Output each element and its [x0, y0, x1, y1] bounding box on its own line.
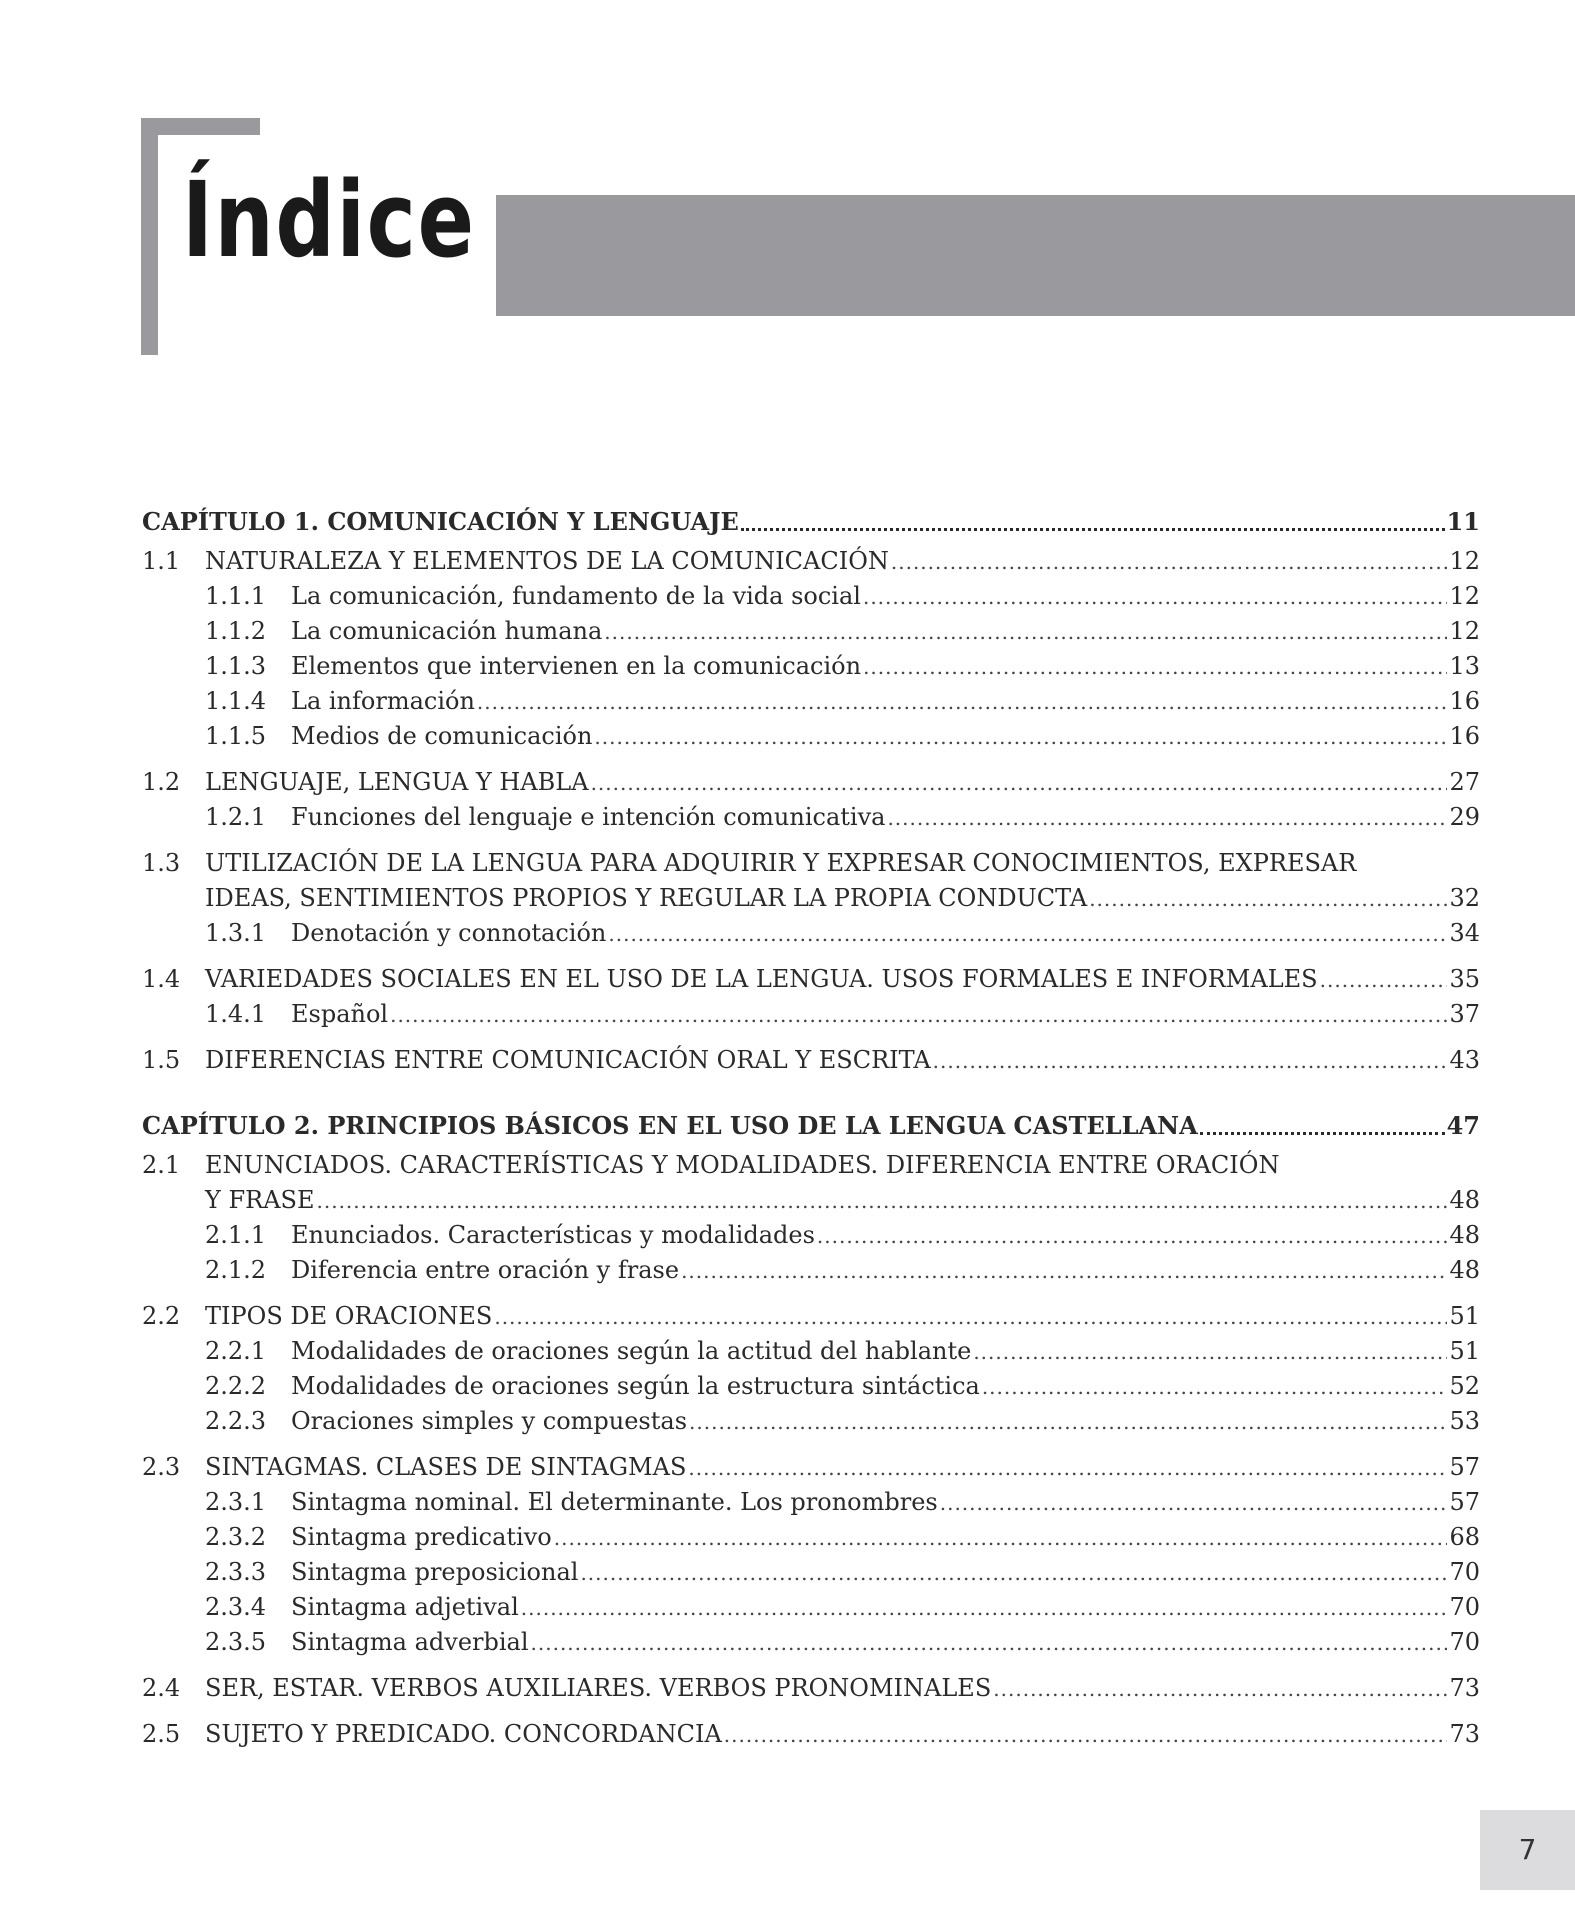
toc-entry-label: Diferencia entre oración y frase — [291, 1256, 680, 1284]
toc-section-1-3-continued[interactable] — [142, 881, 1480, 916]
toc-page-number: 70 — [1449, 1593, 1480, 1621]
toc-page-number: 12 — [1449, 617, 1480, 645]
leader-dots — [689, 1404, 1447, 1440]
toc-subsection-2-1-1[interactable] — [142, 1218, 1480, 1253]
leader-dots — [591, 765, 1448, 801]
toc-entry-label: NATURALEZA Y ELEMENTOS DE LA COMUNICACIÓN — [205, 547, 889, 575]
toc-entry-label: Modalidades de oraciones según la actitud del hablante — [291, 1337, 972, 1365]
toc-entry-label: La comunicación humana — [291, 617, 603, 645]
toc-page-number: 37 — [1449, 1000, 1480, 1028]
leader-dots — [993, 1671, 1447, 1707]
toc-page-number: 70 — [1449, 1628, 1480, 1656]
toc-entry-label: Sintagma adjetival — [291, 1593, 519, 1621]
toc-entry-label: Sintagma preposicional — [291, 1558, 579, 1586]
toc-entry-number: 2.3 — [142, 1453, 181, 1481]
toc-page-number: 57 — [1449, 1453, 1480, 1481]
toc-entry-number: 2.2.3 — [205, 1407, 267, 1435]
toc-subsection-1-1-5[interactable] — [142, 719, 1480, 754]
toc-entry-number: 1.3.1 — [205, 919, 267, 947]
leader-dots — [982, 1369, 1448, 1405]
toc-subsection-2-3-2[interactable] — [142, 1520, 1480, 1555]
leader-dots — [741, 525, 1445, 531]
toc-entry-label: SER, ESTAR. VERBOS AUXILIARES. VERBOS PRONOMINALES — [205, 1674, 992, 1702]
toc-subsection-1-1-2[interactable] — [142, 614, 1480, 649]
toc-page-number: 48 — [1449, 1186, 1480, 1214]
toc-entry-number: 2.3.5 — [205, 1628, 267, 1656]
toc-page-number: 27 — [1449, 768, 1480, 796]
toc-page-number: 48 — [1449, 1256, 1480, 1284]
toc-entry-label: VARIEDADES SOCIALES EN EL USO DE LA LENGUA. USOS FORMALES E INFORMALES — [205, 965, 1318, 993]
toc-subsection-2-3-3[interactable] — [142, 1555, 1480, 1590]
toc-entry-label: SINTAGMAS. CLASES DE SINTAGMAS — [205, 1453, 687, 1481]
toc-entry-label: LENGUAJE, LENGUA Y HABLA — [205, 768, 589, 796]
toc-entry-label: La comunicación, fundamento de la vida social — [291, 582, 861, 610]
toc-entry-label: Sintagma adverbial — [291, 1628, 529, 1656]
toc-page-number: 73 — [1449, 1674, 1480, 1702]
toc-section-1-2[interactable] — [142, 765, 1480, 800]
toc-page-number: 11 — [1446, 507, 1480, 536]
toc-entry-label: La información — [291, 687, 475, 715]
toc-entry-number: 1.4.1 — [205, 1000, 267, 1028]
toc-page-number: 32 — [1449, 884, 1480, 912]
toc-entry-label: Español — [291, 1000, 389, 1028]
toc-subsection-2-3-4[interactable] — [142, 1590, 1480, 1625]
toc-page-number: 29 — [1449, 803, 1480, 831]
toc-page-number: 48 — [1449, 1221, 1480, 1249]
leader-dots — [933, 1043, 1448, 1079]
toc-page-number: 53 — [1449, 1407, 1480, 1435]
leader-dots — [940, 1485, 1448, 1521]
toc-entry-label: Sintagma nominal. El determinante. Los pronombres — [291, 1488, 938, 1516]
toc-subsection-2-2-3[interactable] — [142, 1404, 1480, 1439]
leader-dots — [1320, 962, 1448, 998]
leader-dots — [973, 1334, 1447, 1370]
leader-dots — [887, 800, 1447, 836]
toc-page-number: 57 — [1449, 1488, 1480, 1516]
toc-entry-number: 2.3.4 — [205, 1593, 267, 1621]
toc-subsection-2-2-1[interactable] — [142, 1334, 1480, 1369]
leader-dots — [608, 916, 1447, 952]
toc-subsection-1-1-1[interactable] — [142, 579, 1480, 614]
toc-entry-label-line2: IDEAS, SENTIMIENTOS PROPIOS Y REGULAR LA PROPIA CONDUCTA — [205, 884, 1088, 912]
toc-entry-label: CAPÍTULO 1. COMUNICACIÓN Y LENGUAJE — [142, 507, 739, 536]
toc-entry-label: SUJETO Y PREDICADO. CONCORDANCIA — [205, 1720, 722, 1748]
toc-entry-label: Enunciados. Características y modalidades — [291, 1221, 815, 1249]
toc-section-2-4[interactable] — [142, 1671, 1480, 1706]
toc-entry-label: Funciones del lenguaje e intención comunicativa — [291, 803, 886, 831]
toc-page-number: 52 — [1449, 1372, 1480, 1400]
toc-entry-number: 1.1.2 — [205, 617, 267, 645]
toc-entry-number: 2.1.2 — [205, 1256, 267, 1284]
toc-entry-label: CAPÍTULO 2. PRINCIPIOS BÁSICOS EN EL USO DE LA LENGUA CASTELLANA — [142, 1111, 1198, 1140]
toc-subsection-2-1-2[interactable] — [142, 1253, 1480, 1288]
toc-entry-number: 2.1.1 — [205, 1221, 267, 1249]
toc-entry-number: 1.1.3 — [205, 652, 267, 680]
leader-dots — [521, 1590, 1448, 1626]
leader-dots — [681, 1253, 1447, 1289]
leader-dots — [594, 719, 1447, 755]
toc-entry-label: Denotación y connotación — [291, 919, 607, 947]
page-title: Índice — [182, 159, 476, 281]
leader-dots — [817, 1218, 1448, 1254]
toc-page-number: 16 — [1449, 687, 1480, 715]
leader-dots — [554, 1520, 1448, 1556]
leader-dots — [580, 1555, 1447, 1591]
toc-entry-number: 1.2.1 — [205, 803, 267, 831]
toc-chapter-2[interactable] — [142, 1104, 1480, 1148]
toc-entry-label: Elementos que intervienen en la comunicación — [291, 652, 862, 680]
toc-entry-number: 1.3 — [142, 849, 181, 877]
toc-entry-number: 2.3.3 — [205, 1558, 267, 1586]
toc-subsection-2-2-2[interactable] — [142, 1369, 1480, 1404]
toc-entry-number: 2.2 — [142, 1302, 181, 1330]
toc-entry-number: 2.5 — [142, 1720, 181, 1748]
table-of-contents — [142, 500, 1480, 1752]
leader-dots — [390, 997, 1447, 1033]
toc-entry-number: 2.2.2 — [205, 1372, 267, 1400]
toc-page-number: 47 — [1446, 1111, 1480, 1140]
toc-section-2-3[interactable] — [142, 1450, 1480, 1485]
toc-entry-number: 2.1 — [142, 1151, 181, 1179]
page-number: 7 — [1518, 1833, 1537, 1866]
toc-entry-number: 2.3.2 — [205, 1523, 267, 1551]
toc-subsection-2-3-5[interactable] — [142, 1625, 1480, 1660]
toc-entry-number: 1.1.1 — [205, 582, 267, 610]
leader-dots — [494, 1299, 1447, 1335]
toc-section-1-3[interactable] — [142, 846, 1480, 881]
toc-entry-number: 2.2.1 — [205, 1337, 267, 1365]
toc-entry-label: Medios de comunicación — [291, 722, 593, 750]
leader-dots — [724, 1717, 1448, 1753]
leader-dots — [1089, 881, 1447, 917]
leader-dots — [604, 614, 1447, 650]
title-bracket-horizontal — [141, 118, 260, 135]
toc-entry-label-line1: ENUNCIADOS. CARACTERÍSTICAS Y MODALIDADES. DIFERENCIA ENTRE ORACIÓN — [205, 1151, 1280, 1179]
leader-dots — [688, 1450, 1447, 1486]
toc-section-2-5[interactable] — [142, 1717, 1480, 1752]
toc-page-number: 16 — [1449, 722, 1480, 750]
toc-section-2-2[interactable] — [142, 1299, 1480, 1334]
toc-section-2-1[interactable] — [142, 1148, 1480, 1183]
toc-page-number: 12 — [1449, 547, 1480, 575]
leader-dots — [531, 1625, 1448, 1661]
toc-page-number: 73 — [1449, 1720, 1480, 1748]
toc-entry-label-line1: UTILIZACIÓN DE LA LENGUA PARA ADQUIRIR Y EXPRESAR CONOCIMIENTOS, EXPRESAR — [205, 849, 1357, 877]
toc-entry-label: Oraciones simples y compuestas — [291, 1407, 688, 1435]
toc-page-number: 35 — [1449, 965, 1480, 993]
toc-page-number: 43 — [1449, 1046, 1480, 1074]
title-decor-bar — [496, 195, 1575, 316]
toc-section-2-1-continued[interactable] — [142, 1183, 1480, 1218]
toc-entry-number: 1.4 — [142, 965, 181, 993]
toc-subsection-2-3-1[interactable] — [142, 1485, 1480, 1520]
toc-section-1-4[interactable] — [142, 962, 1480, 997]
toc-entry-number: 1.2 — [142, 768, 181, 796]
toc-entry-number: 1.5 — [142, 1046, 181, 1074]
toc-subsection-1-3-1[interactable] — [142, 916, 1480, 951]
title-bracket-vertical — [141, 118, 158, 355]
toc-subsection-1-1-4[interactable] — [142, 684, 1480, 719]
toc-entry-number: 1.1.5 — [205, 722, 267, 750]
toc-subsection-1-2-1[interactable] — [142, 800, 1480, 835]
toc-entry-number: 1.1.4 — [205, 687, 267, 715]
toc-page-number: 68 — [1449, 1523, 1480, 1551]
toc-entry-label: Sintagma predicativo — [291, 1523, 552, 1551]
toc-entry-label: Modalidades de oraciones según la estructura sintáctica — [291, 1372, 980, 1400]
toc-page-number: 51 — [1449, 1337, 1480, 1365]
leader-dots — [863, 649, 1447, 685]
toc-entry-number: 1.1 — [142, 547, 181, 575]
toc-page-number: 34 — [1449, 919, 1480, 947]
toc-entry-number: 2.4 — [142, 1674, 181, 1702]
leader-dots — [317, 1183, 1448, 1219]
toc-subsection-1-1-3[interactable] — [142, 649, 1480, 684]
toc-page-number: 13 — [1449, 652, 1480, 680]
toc-chapter-1[interactable] — [142, 500, 1480, 544]
toc-entry-number: 2.3.1 — [205, 1488, 267, 1516]
leader-dots — [477, 684, 1448, 720]
toc-page-number: 51 — [1449, 1302, 1480, 1330]
toc-section-1-5[interactable] — [142, 1043, 1480, 1078]
toc-page-number: 12 — [1449, 582, 1480, 610]
toc-page-number: 70 — [1449, 1558, 1480, 1586]
toc-entry-label-line2: Y FRASE — [205, 1186, 315, 1214]
leader-dots — [863, 579, 1447, 615]
leader-dots — [1200, 1129, 1445, 1135]
leader-dots — [891, 544, 1448, 580]
toc-entry-label: DIFERENCIAS ENTRE COMUNICACIÓN ORAL Y ESCRITA — [205, 1046, 931, 1074]
toc-section-1-1[interactable] — [142, 544, 1480, 579]
toc-subsection-1-4-1[interactable] — [142, 997, 1480, 1032]
toc-entry-label: TIPOS DE ORACIONES — [205, 1302, 493, 1330]
